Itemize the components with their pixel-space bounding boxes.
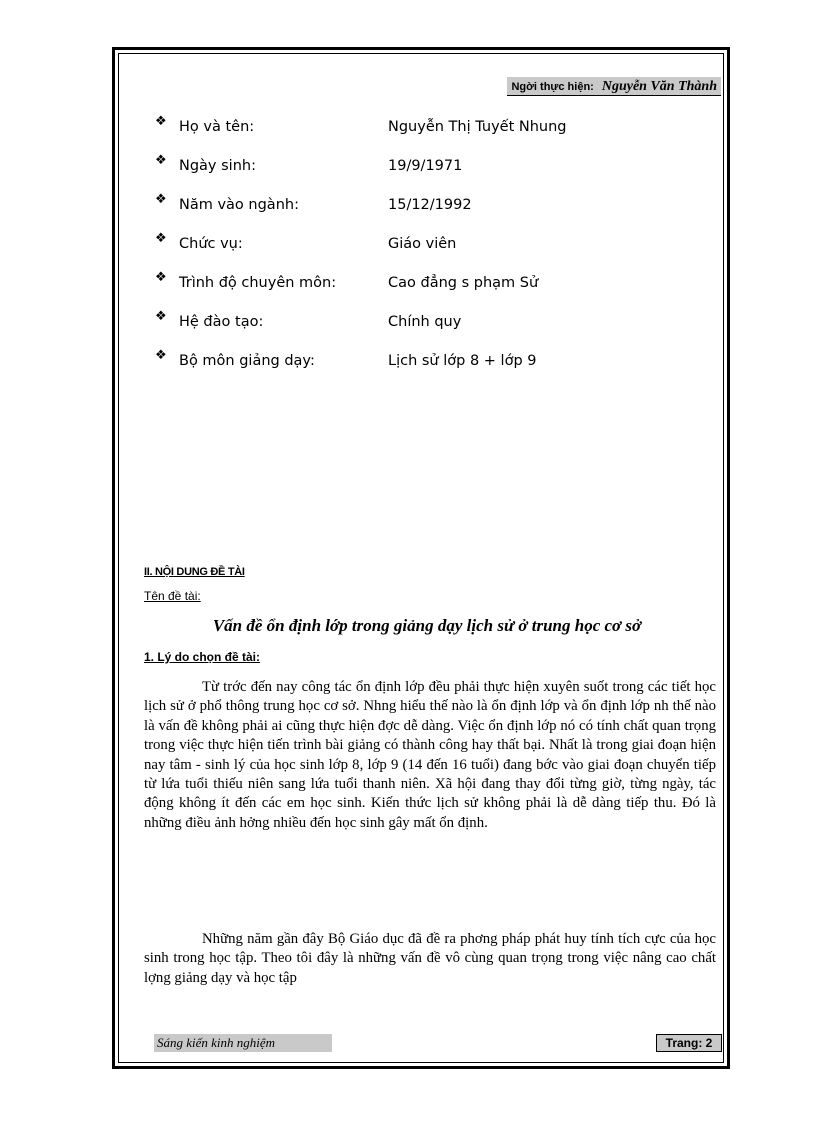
info-label: Chức vụ: xyxy=(179,236,243,252)
body-paragraph-1: Từ trớc đến nay công tác ổn định lớp đều phải thực hiện xuyên suốt trong các tiết học lịch sử ở phổ thông trung học cơ sở. Nhng hiểu thế nào là ổn định lớp và ổn định lớp nh thế nào là vấn đề không phải ai cũng thực hiện đợc dễ dàng. Việc ổn định lớp nó có tính chất quan trọng trong việc thực hiện tiến trình bài giảng có thành công hay thất bại. Nhất là trong giai đoạn hiện nay tâm - sinh lý của học sinh lớp 8, lớp 9 (14 đến 16 tuổi) đang bớc vào giai đoạn chuyển tiếp từ lứa tuổi thiếu niên sang lứa tuổi thanh niên. Xã hội đang thay đổi từng giờ, từng ngày, tác động không ít đến các em học sinh. Kiến thức lịch sử không phải là dễ dàng tiếp thu. Đó là những điều ảnh hởng nhiều đến học sinh gây mất ổn định. xyxy=(144,679,716,831)
info-label: Họ và tên: xyxy=(179,119,255,135)
four-diamond-bullet-icon: ❖ xyxy=(155,348,167,363)
four-diamond-bullet-icon: ❖ xyxy=(155,192,167,207)
author-header xyxy=(507,77,721,96)
info-label: Trình độ chuyên môn: xyxy=(179,275,337,291)
info-row-subject xyxy=(155,350,715,389)
info-label: Bộ môn giảng dạy: xyxy=(179,353,315,369)
body-paragraph-2: Những năm gần đây Bộ Giáo dục đã đề ra phơng pháp phát huy tính tích cực của học sinh trong học tập. Theo tôi đây là những vấn đề vô cùng quan trọng trong việc nâng cao chất lợng giảng dạy và học tập xyxy=(144,931,716,986)
footer-page-number: Trang: 2 xyxy=(656,1034,722,1052)
info-label: Ngày sinh: xyxy=(179,158,256,174)
four-diamond-bullet-icon: ❖ xyxy=(155,270,167,285)
info-row-qualification xyxy=(155,272,715,311)
four-diamond-bullet-icon: ❖ xyxy=(155,114,167,129)
info-value: 19/9/1971 xyxy=(388,158,463,174)
info-row-training-type xyxy=(155,311,715,350)
section-heading: II. NỘI DUNG ĐỀ TÀI xyxy=(144,566,245,578)
info-value: Nguyễn Thị Tuyết Nhung xyxy=(388,119,567,135)
personal-info-list xyxy=(155,116,715,389)
info-row-start-year xyxy=(155,194,715,233)
info-value: 15/12/1992 xyxy=(388,197,472,213)
info-value: Cao đẳng s phạm Sử xyxy=(388,275,539,291)
info-label: Hệ đào tạo: xyxy=(179,314,264,330)
info-value: Giáo viên xyxy=(388,236,457,252)
info-label: Năm vào ngành: xyxy=(179,197,299,213)
info-row-position xyxy=(155,233,715,272)
four-diamond-bullet-icon: ❖ xyxy=(155,231,167,246)
footer-document-type: Sáng kiến kinh nghiệm xyxy=(154,1034,332,1052)
info-row-name xyxy=(155,116,715,155)
info-value: Lịch sử lớp 8 + lớp 9 xyxy=(388,353,537,369)
author-name: Nguyễn Văn Thành xyxy=(601,79,717,94)
four-diamond-bullet-icon: ❖ xyxy=(155,153,167,168)
topic-label: Tên đề tài: xyxy=(144,589,201,603)
reason-heading: 1. Lý do chọn đề tài: xyxy=(144,650,261,664)
info-row-birthdate xyxy=(155,155,715,194)
four-diamond-bullet-icon: ❖ xyxy=(155,309,167,324)
info-value: Chính quy xyxy=(388,314,462,330)
author-label: Ngời thực hiện: xyxy=(511,81,594,93)
topic-title: Vấn đề ổn định lớp trong giảng dạy lịch sử ở trung học cơ sở xyxy=(212,616,642,635)
